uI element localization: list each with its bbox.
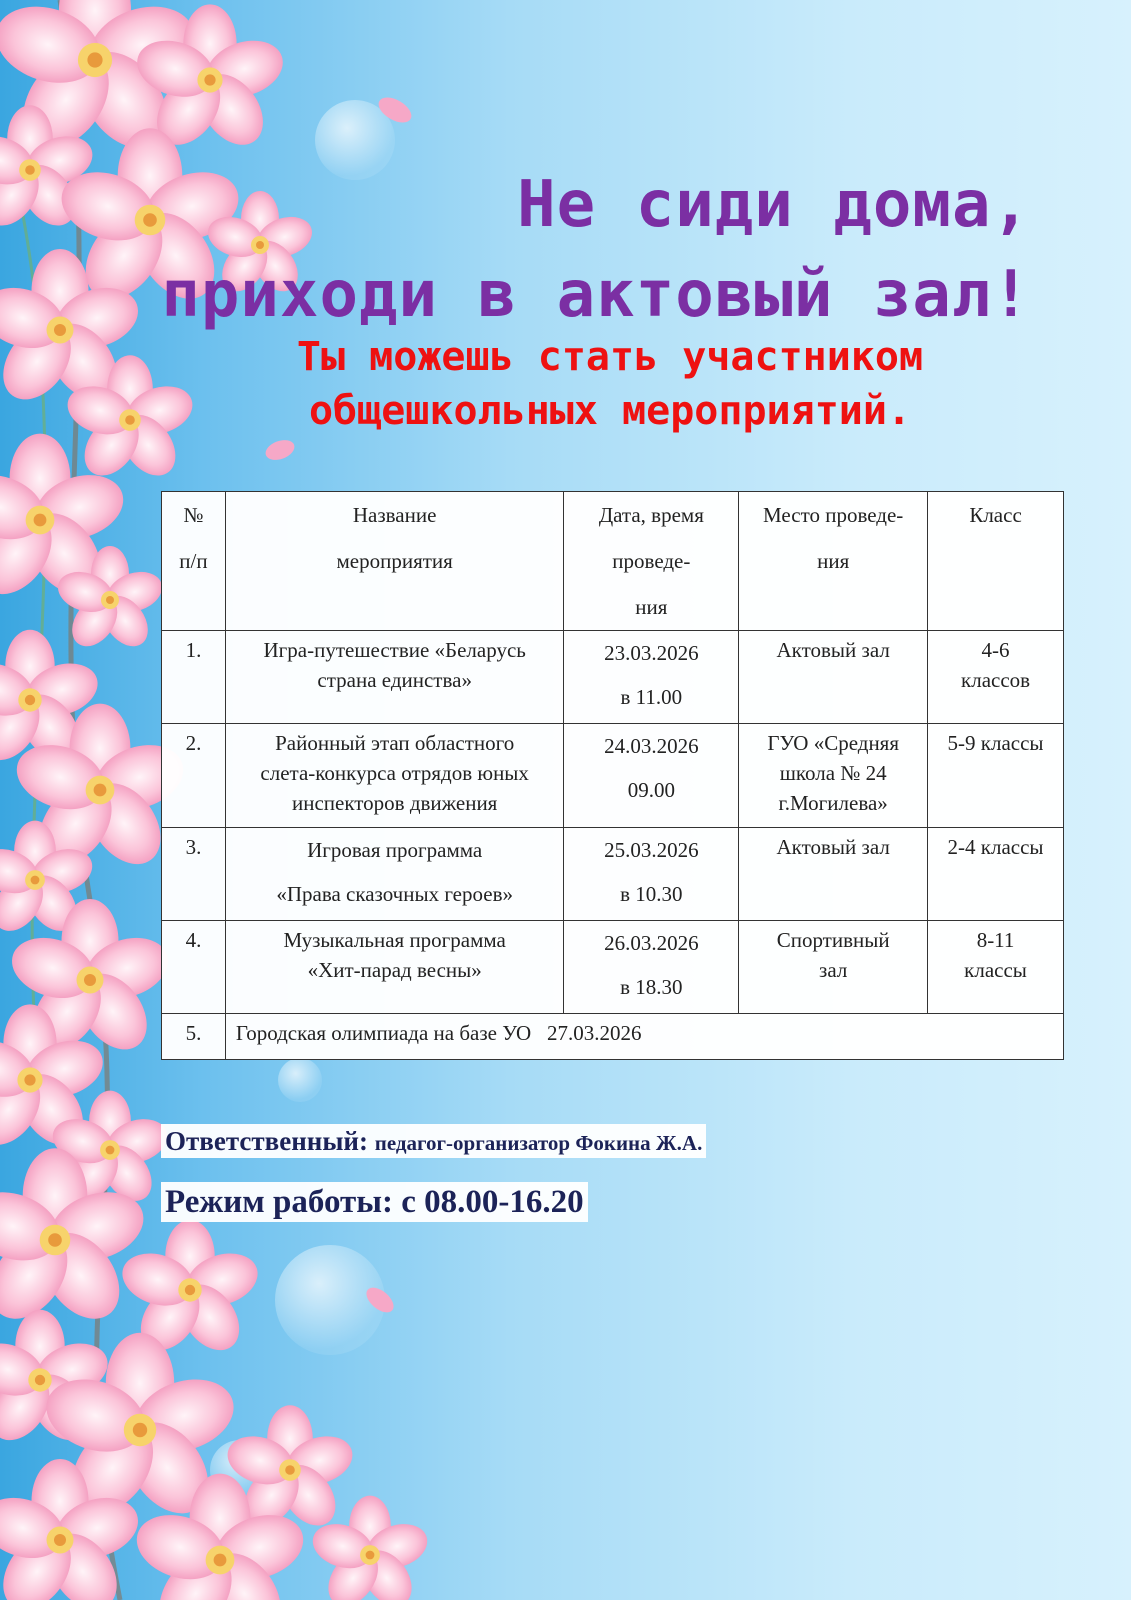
table-row <box>162 631 1064 724</box>
table-header-row <box>162 492 1064 631</box>
cell-num: 3. <box>162 828 226 921</box>
subline <box>180 330 1040 438</box>
header-date: Дата, время проведе- ния <box>564 492 739 631</box>
cell-place: Спортивный зал <box>739 921 928 1014</box>
table-row <box>162 724 1064 828</box>
subline-line-2: общешкольных мероприятий. <box>308 388 912 434</box>
cell-place: Актовый зал <box>739 828 928 921</box>
table-row <box>162 828 1064 921</box>
cell-num: 2. <box>162 724 226 828</box>
cell-class: 4-6 классов <box>928 631 1064 724</box>
responsible-line <box>161 1126 706 1157</box>
header-name: Название мероприятия <box>225 492 564 631</box>
cell-class: 2-4 классы <box>928 828 1064 921</box>
header-class: Класс <box>928 492 1064 631</box>
cell-date: 25.03.2026 в 10.30 <box>564 828 739 921</box>
cell-num: 1. <box>162 631 226 724</box>
cell-place: Актовый зал <box>739 631 928 724</box>
work-mode-line <box>161 1184 588 1221</box>
cell-merged <box>225 1014 1063 1060</box>
headline <box>161 160 1031 340</box>
cell-name: Городская олимпиада на базе УО <box>235 1021 532 1045</box>
cell-date: 27.03.2026 <box>546 1021 642 1045</box>
cell-class: 8-11 классы <box>928 921 1064 1014</box>
subline-line-1: Ты можешь стать участником <box>296 334 924 380</box>
responsible-label: Ответственный: <box>165 1126 368 1156</box>
cell-date: 23.03.2026 в 11.00 <box>564 631 739 724</box>
responsible-value: педагог-организатор Фокина Ж.А. <box>374 1131 703 1155</box>
events-table <box>161 491 1064 1060</box>
cell-name: Игра-путешествие «Беларусь страна единства» <box>225 631 564 724</box>
cell-date: 26.03.2026 в 18.30 <box>564 921 739 1014</box>
cell-num: 4. <box>162 921 226 1014</box>
header-place: Место проведе- ния <box>739 492 928 631</box>
work-mode-text: Режим работы: с 08.00-16.20 <box>161 1182 588 1222</box>
cell-class: 5-9 классы <box>928 724 1064 828</box>
header-num: № п/п <box>162 492 226 631</box>
cell-date: 24.03.2026 09.00 <box>564 724 739 828</box>
cell-name: Районный этап областного слета-конкурса отрядов юных инспекторов движения <box>225 724 564 828</box>
headline-line-2: приходи в актовый зал! <box>161 258 1031 332</box>
cell-place: ГУО «Средняя школа № 24 г.Могилева» <box>739 724 928 828</box>
cell-name: Игровая программа «Права сказочных героев» <box>225 828 564 921</box>
headline-line-1: Не сиди дома, <box>517 168 1031 242</box>
table-row <box>162 921 1064 1014</box>
table-row <box>162 1014 1064 1060</box>
cell-name: Музыкальная программа «Хит-парад весны» <box>225 921 564 1014</box>
cell-num: 5. <box>162 1014 226 1060</box>
